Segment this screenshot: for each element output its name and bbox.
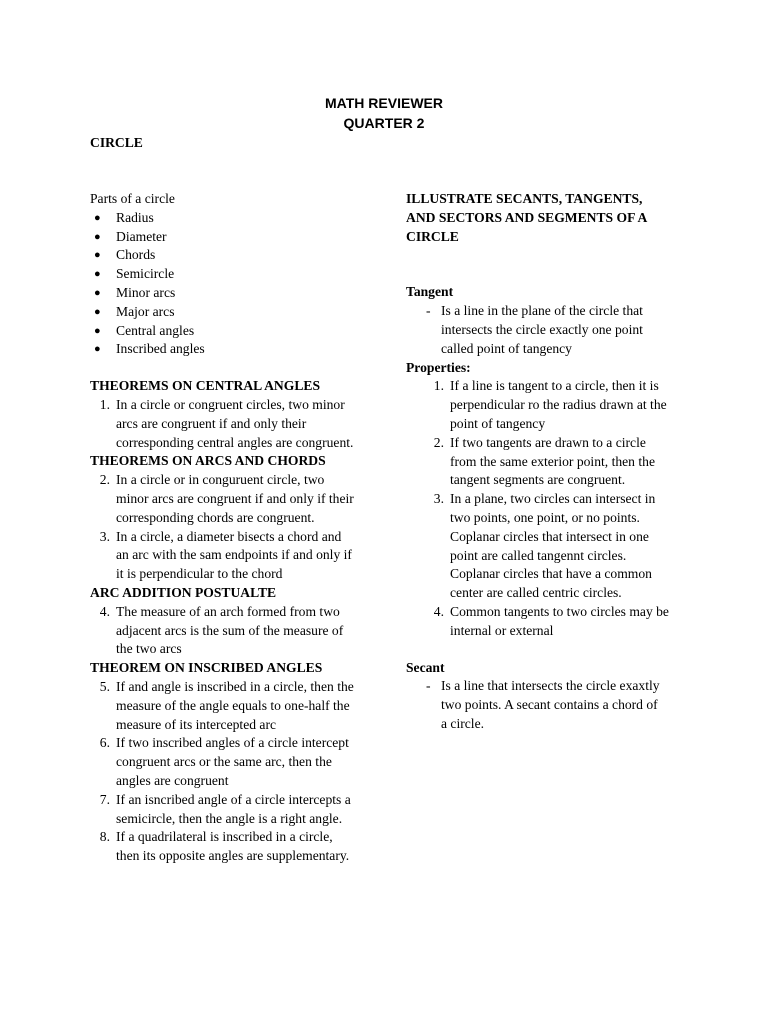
text-line: angles are congruent: [116, 772, 229, 788]
item-number: 4.: [99, 603, 110, 619]
dash-bullet: -: [426, 303, 431, 319]
text-line: two points, one point, or no points.: [450, 509, 640, 525]
heading-line: CIRCLE: [406, 228, 459, 244]
text-line: the two arcs: [116, 641, 182, 657]
text-line: If a quadrilateral is inscribed in a circle,: [116, 829, 333, 845]
tangent-heading: Tangent: [406, 284, 454, 300]
text-line: two points. A secant contains a chord of: [441, 697, 658, 713]
list-item: [90, 209, 362, 228]
item-text: [450, 434, 686, 490]
text-line: an arc with the sam endpoints if and only if: [116, 547, 352, 563]
list-item: [90, 284, 362, 303]
item-text: [116, 828, 362, 866]
bullet-icon: ●: [94, 343, 101, 356]
text-line: measure of the angle equals to one-half the: [116, 697, 350, 713]
tangent-definition: [406, 302, 686, 358]
inscribed-angles-heading: THEOREM ON INSCRIBED ANGLES: [90, 660, 323, 676]
item-number: 2.: [99, 472, 110, 488]
item-number: 4.: [433, 603, 444, 619]
numbered-item: [406, 603, 686, 641]
item-number: 1.: [433, 378, 444, 394]
item-number: 7.: [99, 791, 110, 807]
bullet-icon: ●: [94, 249, 101, 262]
item-text: [450, 603, 686, 641]
list-item-label: Semicircle: [116, 266, 175, 282]
left-column: [90, 190, 362, 866]
text-line: intersects the circle exactly one point: [441, 321, 643, 337]
bullet-icon: ●: [94, 305, 101, 318]
properties-heading: Properties:: [406, 359, 471, 375]
list-item: [90, 322, 362, 341]
bullet-icon: ●: [94, 268, 101, 281]
text-line: If two inscribed angles of a circle intercept: [116, 735, 349, 751]
illustrate-heading: [406, 190, 686, 246]
text-line: corresponding chords are congruent.: [116, 509, 315, 525]
text-line: In a plane, two circles can intersect in: [450, 491, 656, 507]
item-text: [116, 678, 362, 734]
list-item-label: Diameter: [116, 228, 167, 244]
text-line: point are called tangennt circles.: [450, 547, 627, 563]
inscribed-angles-list: [90, 678, 362, 866]
numbered-item: [406, 434, 686, 490]
item-text: [116, 396, 362, 452]
list-item: [90, 228, 362, 247]
text-line: In a circle or in conguruent circle, two: [116, 472, 325, 488]
dash-bullet: -: [426, 678, 431, 694]
numbered-item: [406, 377, 686, 433]
text-line: arcs are congruent if and only their: [116, 415, 307, 431]
list-item-label: Minor arcs: [116, 284, 176, 300]
item-number: 6.: [99, 735, 110, 751]
item-number: 1.: [99, 396, 110, 412]
list-item-label: Central angles: [116, 322, 195, 338]
text-line: called point of tangency: [441, 340, 572, 356]
list-item-label: Radius: [116, 209, 154, 225]
item-text: [116, 734, 362, 790]
text-line: point of tangency: [450, 415, 546, 431]
text-line: internal or external: [450, 622, 554, 638]
heading-line: AND SECTORS AND SEGMENTS OF A: [406, 209, 648, 225]
list-item: [90, 265, 362, 284]
text-line: Coplanar circles that intersect in one: [450, 528, 649, 544]
right-column: [406, 190, 686, 734]
item-number: 2.: [433, 434, 444, 450]
text-line: If two tangents are drawn to a circle: [450, 434, 646, 450]
topic-heading: CIRCLE: [90, 135, 143, 150]
text-line: measure of its intercepted arc: [116, 716, 277, 732]
item-number: 3.: [99, 528, 110, 544]
heading-line: ILLUSTRATE SECANTS, TANGENTS,: [406, 191, 643, 206]
bullet-icon: ●: [94, 324, 101, 337]
text-line: If a line is tangent to a circle, then it is: [450, 378, 659, 394]
numbered-item: [90, 791, 362, 829]
central-angles-heading: THEOREMS ON CENTRAL ANGLES: [90, 378, 321, 394]
text-line: then its opposite angles are supplementary.: [116, 848, 350, 864]
document-subtitle: QUARTER 2: [343, 115, 425, 131]
numbered-item: [406, 490, 686, 603]
text-line: Coplanar circles that have a common: [450, 566, 652, 582]
text-line: corresponding central angles are congruent.: [116, 434, 354, 450]
parts-heading: Parts of a circle: [90, 191, 175, 206]
text-line: In a circle or congruent circles, two minor: [116, 396, 345, 412]
text-line: semicircle, then the angle is a right angle.: [116, 810, 343, 826]
numbered-item: [90, 396, 362, 452]
item-text: [116, 791, 362, 829]
item-text: [450, 377, 686, 433]
arc-addition-heading: ARC ADDITION POSTUALTE: [90, 584, 277, 600]
text-line: If an isncribed angle of a circle intercepts a: [116, 791, 351, 807]
item-text: [450, 490, 686, 603]
text-line: from the same exterior point, then the: [450, 453, 655, 469]
list-item: [90, 303, 362, 322]
item-text: [116, 471, 362, 527]
text-line: Is a line in the plane of the circle that: [441, 303, 643, 319]
numbered-item: [90, 471, 362, 527]
numbered-item: [90, 678, 362, 734]
list-item: [90, 340, 362, 359]
secant-heading: Secant: [406, 659, 445, 675]
item-text: [116, 528, 362, 584]
central-angles-list: [90, 396, 362, 452]
text-line: Common tangents to two circles may be: [450, 603, 669, 619]
list-item-label: Inscribed angles: [116, 341, 205, 357]
bullet-icon: ●: [94, 211, 101, 224]
bullet-icon: ●: [94, 230, 101, 243]
text-line: If and angle is inscribed in a circle, then the: [116, 678, 354, 694]
arcs-chords-heading: THEOREMS ON ARCS AND CHORDS: [90, 453, 326, 469]
text-line: Is a line that intersects the circle exaxtly: [441, 678, 660, 694]
arc-addition-list: [90, 603, 362, 659]
parts-list: [90, 209, 362, 359]
text-line: perpendicular ro the radius drawn at the: [450, 397, 667, 413]
text-line: a circle.: [441, 715, 485, 731]
text-line: it is perpendicular to the chord: [116, 566, 283, 582]
numbered-item: [90, 528, 362, 584]
text-line: The measure of an arch formed from two: [116, 603, 340, 619]
item-number: 8.: [99, 829, 110, 845]
numbered-item: [90, 603, 362, 659]
numbered-item: [90, 828, 362, 866]
text-line: adjacent arcs is the sum of the measure of: [116, 622, 344, 638]
text-line: tangent segments are congruent.: [450, 472, 626, 488]
item-number: 5.: [99, 678, 110, 694]
document-title: MATH REVIEWER: [325, 95, 443, 111]
list-item: [90, 246, 362, 265]
secant-definition: [406, 677, 686, 733]
numbered-item: [90, 734, 362, 790]
text-line: congruent arcs or the same arc, then the: [116, 754, 332, 770]
text-line: center are called centric circles.: [450, 585, 622, 601]
item-text: [116, 603, 362, 659]
list-item-label: Major arcs: [116, 303, 175, 319]
properties-list: [406, 377, 686, 640]
arcs-chords-list: [90, 471, 362, 584]
list-item-label: Chords: [116, 247, 156, 263]
bullet-icon: ●: [94, 286, 101, 299]
text-line: minor arcs are congruent if and only if their: [116, 490, 354, 506]
text-line: In a circle, a diameter bisects a chord and: [116, 528, 342, 544]
item-number: 3.: [433, 491, 444, 507]
